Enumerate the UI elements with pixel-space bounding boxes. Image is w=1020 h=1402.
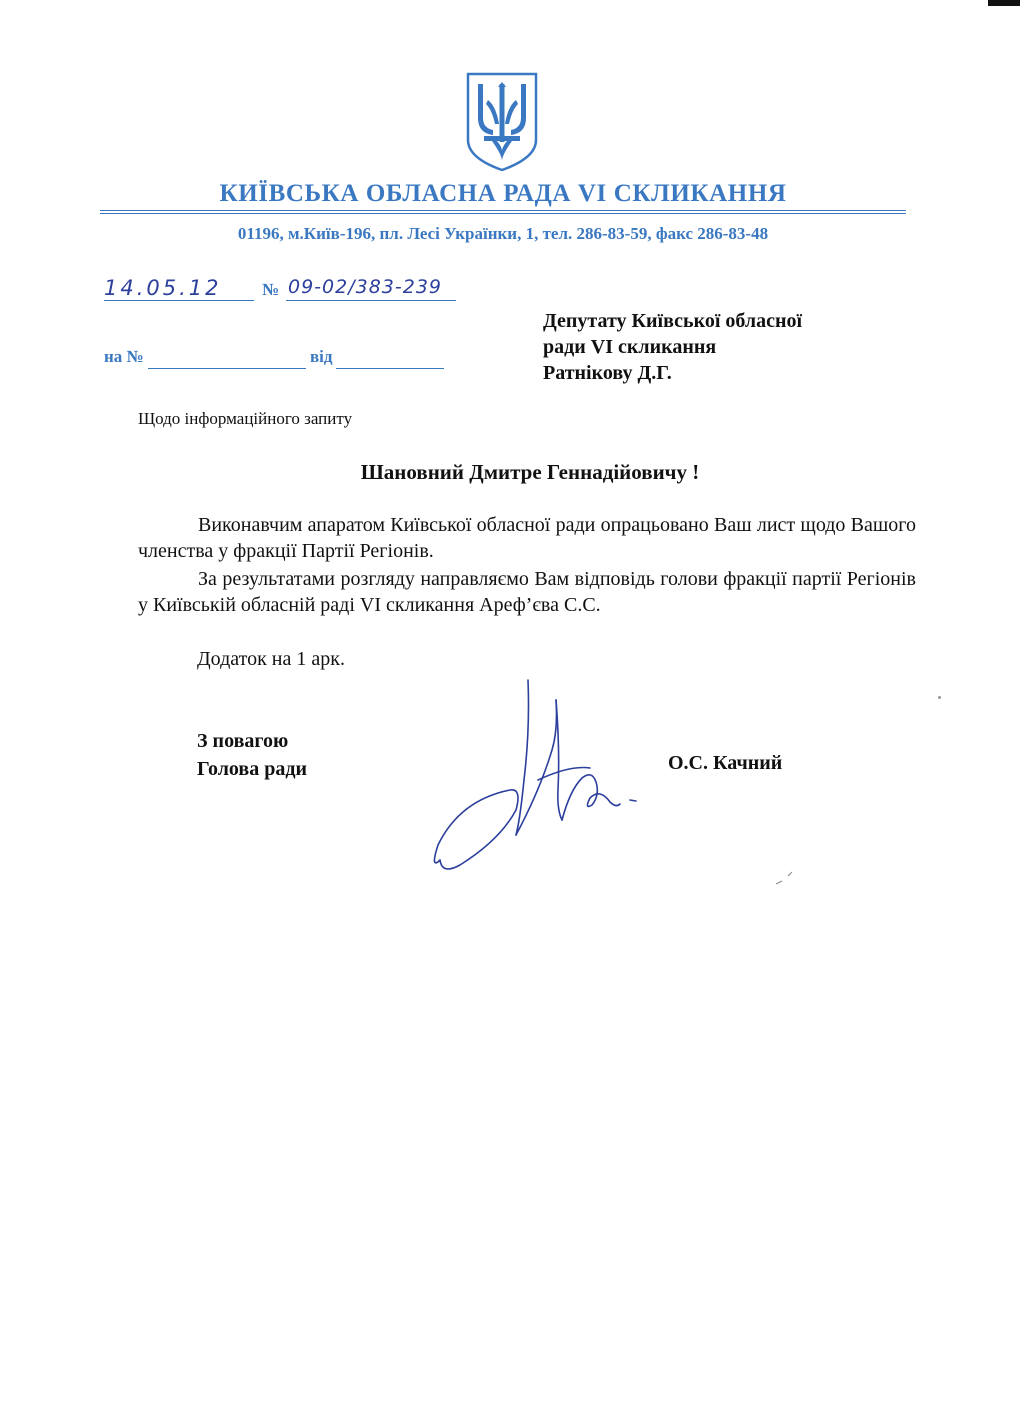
organization-name: КИЇВСЬКА ОБЛАСНА РАДА VI СКЛИКАННЯ: [219, 180, 787, 207]
reference-number-label: на №: [104, 347, 144, 366]
outgoing-number-line: [286, 300, 456, 301]
closing-block: [197, 727, 307, 783]
outgoing-date-handwritten: 14.05.12: [104, 276, 222, 300]
reference-number-line: [148, 368, 306, 369]
reference-date-line: [336, 368, 444, 369]
outgoing-number-sign: №: [262, 280, 280, 299]
outgoing-number-handwritten: 09-02/383-239: [288, 276, 442, 298]
attachment-note: Додаток на 1 арк.: [197, 648, 345, 670]
reference-date-label: від: [310, 347, 333, 366]
organization-address: 01196, м.Київ-196, пл. Лесі Українки, 1, тел. 286-83-59, факс 286-83-48: [237, 224, 769, 243]
letterhead-rule: [100, 213, 906, 214]
body-paragraph: [138, 566, 916, 618]
handwritten-signature: [420, 670, 660, 880]
letterhead-rule: [100, 210, 906, 211]
closing-title: Голова ради: [197, 758, 307, 780]
body-paragraph-text: Виконавчим апаратом Київської обласної ради опрацьовано Ваш лист щодо Вашого членства у фракції Партії Регіонів.: [138, 514, 916, 562]
addressee-name: Ратнікову Д.Г.: [543, 362, 672, 384]
closing-regards: З повагою: [197, 730, 289, 752]
trident-emblem-icon: [464, 70, 540, 174]
addressee-block: [543, 308, 802, 386]
signer-name: О.С. Качний: [668, 752, 783, 774]
letter-subject: Щодо інформаційного запиту: [138, 409, 353, 428]
body-paragraph-text: За результатами розгляду направляємо Вам відповідь голови фракції партії Регіонів у Київській обласній раді VI скликання Ареф’єва С.С.: [138, 568, 916, 616]
scan-speck: [770, 866, 800, 890]
addressee-line: Депутату Київської обласної: [543, 310, 803, 332]
scan-speck: [938, 696, 941, 699]
body-paragraph: [138, 512, 916, 564]
addressee-line: ради VI скликання: [543, 336, 717, 358]
outgoing-date-line: [104, 300, 254, 301]
scan-corner-mark: [988, 0, 1020, 6]
salutation: Шановний Дмитре Геннадійовичу !: [360, 460, 700, 484]
